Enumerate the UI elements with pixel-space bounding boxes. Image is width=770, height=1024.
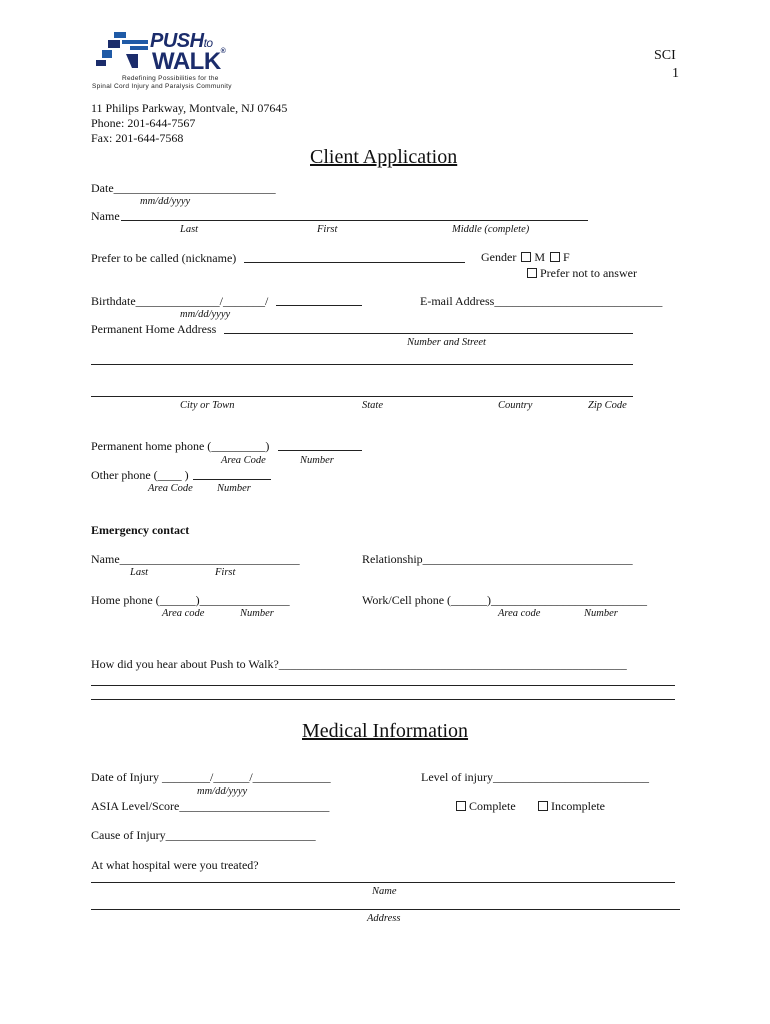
org-phone: Phone: 201-644-7567 [91,116,196,130]
address-country-hint: Country [498,400,533,411]
logo-push-text: PUSH [150,30,204,52]
referral-line-3[interactable] [91,699,675,700]
emergency-home-number-hint: Number [240,608,274,619]
name-field[interactable] [121,220,588,221]
logo-tagline-1: Redefining Possibilities for the [122,75,219,82]
emergency-name-field[interactable] [91,552,300,567]
logo-stairs-icon [92,32,152,76]
birthdate-label: Birthdate [91,294,136,308]
birthdate-field[interactable] [91,294,268,309]
nickname-field[interactable] [244,262,465,263]
date-label: Date [91,181,114,195]
emergency-home-phone-field[interactable] [91,593,290,608]
emergency-work-phone-field[interactable] [362,593,647,608]
emergency-work-area-hint: Area code [498,608,541,619]
injury-date-label: Date of Injury [91,770,162,784]
incomplete-option [538,799,605,814]
gender-group [481,250,570,265]
other-phone-blank: ____ ) [157,468,189,482]
address-zip-hint: Zip Code [588,400,627,411]
asia-field[interactable] [91,799,329,814]
address-line2-field[interactable] [91,364,633,365]
home-phone-area-hint: Area Code [221,455,266,466]
incomplete-label: Incomplete [551,799,605,813]
address-city-hint: City or Town [180,400,235,411]
address-label: Permanent Home Address [91,322,217,336]
address-street-field[interactable] [224,333,633,334]
birthdate-blank: ______________/_______/ [135,294,269,308]
home-phone-number-line [278,450,362,451]
name-first-hint: First [317,224,338,235]
hospital-address-hint: Address [367,913,401,924]
hospital-name-field[interactable] [91,882,675,883]
injury-level-blank: __________________________ [492,770,649,784]
referral-blank-1: __________________________________________________________ [278,657,627,671]
other-phone-label: Other phone ( [91,468,158,482]
emergency-work-number-hint: Number [584,608,618,619]
asia-blank: _________________________ [179,799,330,813]
referral-line-2[interactable] [91,685,675,686]
other-phone-area-hint: Area Code [148,483,193,494]
hospital-address-field[interactable] [91,909,680,910]
other-phone-number-hint: Number [217,483,251,494]
complete-option [456,799,516,814]
name-middle-hint: Middle (complete) [452,224,530,235]
doc-code-line1: SCI [654,48,676,63]
cause-field[interactable] [91,828,316,843]
emergency-relationship-field[interactable] [362,552,633,567]
gender-label: Gender [481,250,517,264]
injury-date-blank: ________/______/_____________ [161,770,331,784]
emergency-home-phone-label: Home phone ( [91,593,160,607]
emergency-name-last-hint: Last [130,567,149,578]
injury-level-label: Level of injury [421,770,493,784]
email-blank: ____________________________ [494,294,663,308]
birthdate-hint: mm/dd/yyyy [180,309,231,320]
home-phone-field[interactable] [91,439,269,454]
injury-date-hint: mm/dd/yyyy [197,786,248,797]
hospital-name-hint: Name [372,886,397,897]
emergency-home-area-hint: Area code [162,608,205,619]
emergency-name-label: Name [91,552,120,566]
gender-f-label: F [563,250,570,264]
hospital-question: At what hospital were you treated? [91,858,259,872]
address-street-hint: Number and Street [407,337,486,348]
emergency-home-phone-blank: ______)_______________ [159,593,290,607]
logo-registered-mark: ® [220,48,226,55]
home-phone-label: Permanent home phone ( [91,439,212,453]
date-field[interactable] [91,181,276,196]
emergency-name-blank: ______________________________ [119,552,300,566]
email-field[interactable] [420,294,662,309]
gender-prefer-checkbox[interactable] [527,268,537,278]
logo [92,30,252,92]
incomplete-checkbox[interactable] [538,801,548,811]
gender-f-checkbox[interactable] [550,252,560,262]
asia-label: ASIA Level/Score [91,799,180,813]
complete-label: Complete [469,799,516,813]
org-address: 11 Philips Parkway, Montvale, NJ 07645 [91,101,288,115]
referral-field[interactable] [91,657,627,672]
home-phone-blank: _________) [211,439,270,453]
date-blank: ___________________________ [113,181,276,195]
cause-blank: _________________________ [165,828,316,842]
doc-code-line2: 1 [672,66,679,81]
page-title: Client Application [310,146,458,168]
gender-prefer-label: Prefer not to answer [540,266,637,280]
emergency-work-phone-label: Work/Cell phone ( [362,593,452,607]
org-fax: Fax: 201-644-7568 [91,131,184,145]
gender-prefer-option [527,266,637,281]
email-label: E-mail Address [420,294,495,308]
name-label: Name [91,209,120,223]
other-phone-field[interactable] [91,468,189,483]
logo-tagline-2: Spinal Cord Injury and Paralysis Community [92,83,232,90]
complete-checkbox[interactable] [456,801,466,811]
address-line3-field[interactable] [91,396,633,397]
injury-date-field[interactable] [91,770,331,785]
nickname-label: Prefer to be called (nickname) [91,251,237,265]
other-phone-number-line [193,479,271,480]
gender-m-checkbox[interactable] [521,252,531,262]
medical-heading: Medical Information [302,720,469,742]
emergency-relationship-blank: ___________________________________ [422,552,633,566]
cause-label: Cause of Injury [91,828,166,842]
logo-walk-text: WALK [152,48,221,75]
emergency-work-phone-blank: ______)__________________________ [451,593,648,607]
gender-m-label: M [534,250,545,264]
birthdate-year-line [276,305,362,306]
emergency-relationship-label: Relationship [362,552,423,566]
name-last-hint: Last [180,224,199,235]
injury-level-field[interactable] [421,770,649,785]
home-phone-number-hint: Number [300,455,334,466]
date-hint: mm/dd/yyyy [140,196,191,207]
emergency-heading: Emergency contact [91,523,190,537]
referral-question: How did you hear about Push to Walk? [91,657,279,671]
address-state-hint: State [362,400,383,411]
emergency-name-first-hint: First [215,567,236,578]
logo-to-text: to [203,36,213,50]
